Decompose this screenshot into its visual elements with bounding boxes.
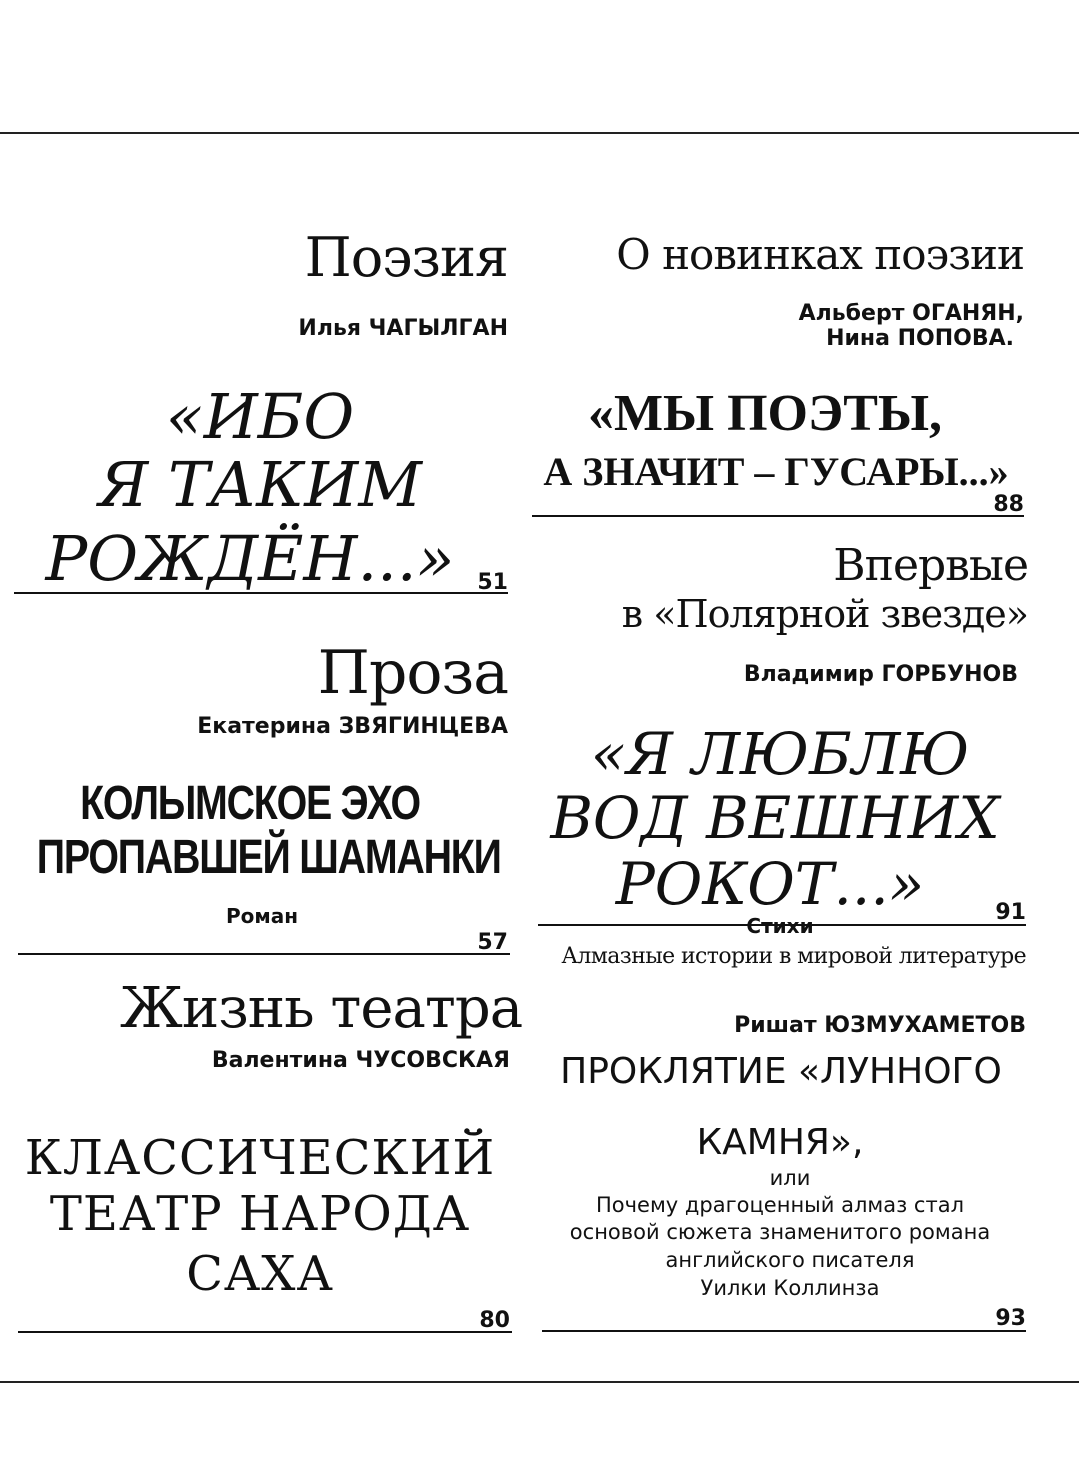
- poetry-author: Илья ЧАГЫЛГАН: [298, 316, 508, 341]
- prose-author: Екатерина ЗВЯГИНЦЕВА: [197, 714, 508, 739]
- new-poetry-author-line-2: Нина ПОПОВА.: [826, 326, 1014, 351]
- diamonds-page-number: 93: [995, 1306, 1026, 1331]
- theatre-author: Валентина ЧУСОВСКАЯ: [211, 1048, 510, 1073]
- diamonds-title-line-1: ПРОКЛЯТИЕ «ЛУННОГО: [560, 1051, 1002, 1092]
- theatre-page-number: 80: [479, 1308, 510, 1333]
- first-time-divider: [538, 924, 1026, 926]
- bottom-page-rule: [0, 1381, 1079, 1383]
- diamonds-title-line-2: КАМНЯ»,: [696, 1122, 864, 1163]
- new-poetry-author-line-1: Альберт ОГАНЯН,: [798, 301, 1024, 326]
- prose-title-line-2: ПРОПАВШЕЙ ШАМАНКИ: [36, 831, 501, 884]
- first-time-title-line-3: РОКОТ...»: [615, 850, 925, 918]
- diamonds-author: Ришат ЮЗМУХАМЕТОВ: [734, 1013, 1026, 1038]
- prose-title-line-1: КОЛЫМСКОЕ ЭХО: [80, 777, 420, 830]
- first-time-page-number: 91: [995, 900, 1026, 925]
- first-time-author: Владимир ГОРБУНОВ: [743, 662, 1018, 687]
- new-poetry-section-heading: О новинках поэзии: [616, 230, 1024, 279]
- poetry-divider: [14, 592, 508, 594]
- theatre-title-line-1: КЛАССИЧЕСКИЙ: [24, 1130, 496, 1186]
- new-poetry-page-number: 88: [993, 492, 1024, 517]
- diamonds-subtitle-line-2: Почему драгоценный алмаз стал: [595, 1193, 964, 1217]
- first-time-title-line-2: ВОД ВЕШНИХ: [550, 784, 1000, 852]
- prose-section-heading: Проза: [317, 638, 508, 708]
- theatre-title-line-2: ТЕАТР НАРОДА: [49, 1186, 471, 1242]
- diamonds-section-heading: Алмазные истории в мировой литературе: [561, 944, 1026, 969]
- prose-divider: [18, 953, 510, 955]
- first-time-section-line-2: в «Полярной звезде»: [621, 592, 1028, 636]
- poetry-title-line-2: Я ТАКИМ: [98, 448, 422, 521]
- poetry-page-number: 51: [477, 570, 508, 595]
- poetry-title-line-1: «ИБО: [165, 380, 355, 453]
- prose-genre: Роман: [225, 904, 299, 928]
- theatre-section-heading: Жизнь театра: [120, 976, 523, 1041]
- first-time-genre: Стихи: [746, 914, 814, 938]
- new-poetry-divider: [532, 515, 1024, 517]
- diamonds-divider: [542, 1330, 1026, 1332]
- new-poetry-title-line-1: «МЫ ПОЭТЫ,: [587, 385, 943, 442]
- poetry-title-line-3: РОЖДЁН...»: [45, 522, 455, 595]
- theatre-divider: [18, 1331, 512, 1333]
- new-poetry-title-line-2: А ЗНАЧИТ – ГУСАРЫ...»: [543, 449, 1009, 494]
- diamonds-subtitle-line-4: английского писателя: [665, 1248, 915, 1272]
- prose-page-number: 57: [477, 930, 508, 955]
- theatre-title-line-3: САХА: [186, 1246, 334, 1302]
- top-page-rule: [0, 132, 1079, 134]
- diamonds-subtitle-line-5: Уилки Коллинза: [700, 1276, 880, 1300]
- diamonds-subtitle-line-1: или: [769, 1166, 811, 1190]
- poetry-section-heading: Поэзия: [304, 226, 508, 289]
- first-time-title-line-1: «Я ЛЮБЛЮ: [590, 720, 970, 788]
- diamonds-subtitle-line-3: основой сюжета знаменитого романа: [569, 1220, 991, 1244]
- first-time-section-line-1: Впервые: [833, 540, 1028, 591]
